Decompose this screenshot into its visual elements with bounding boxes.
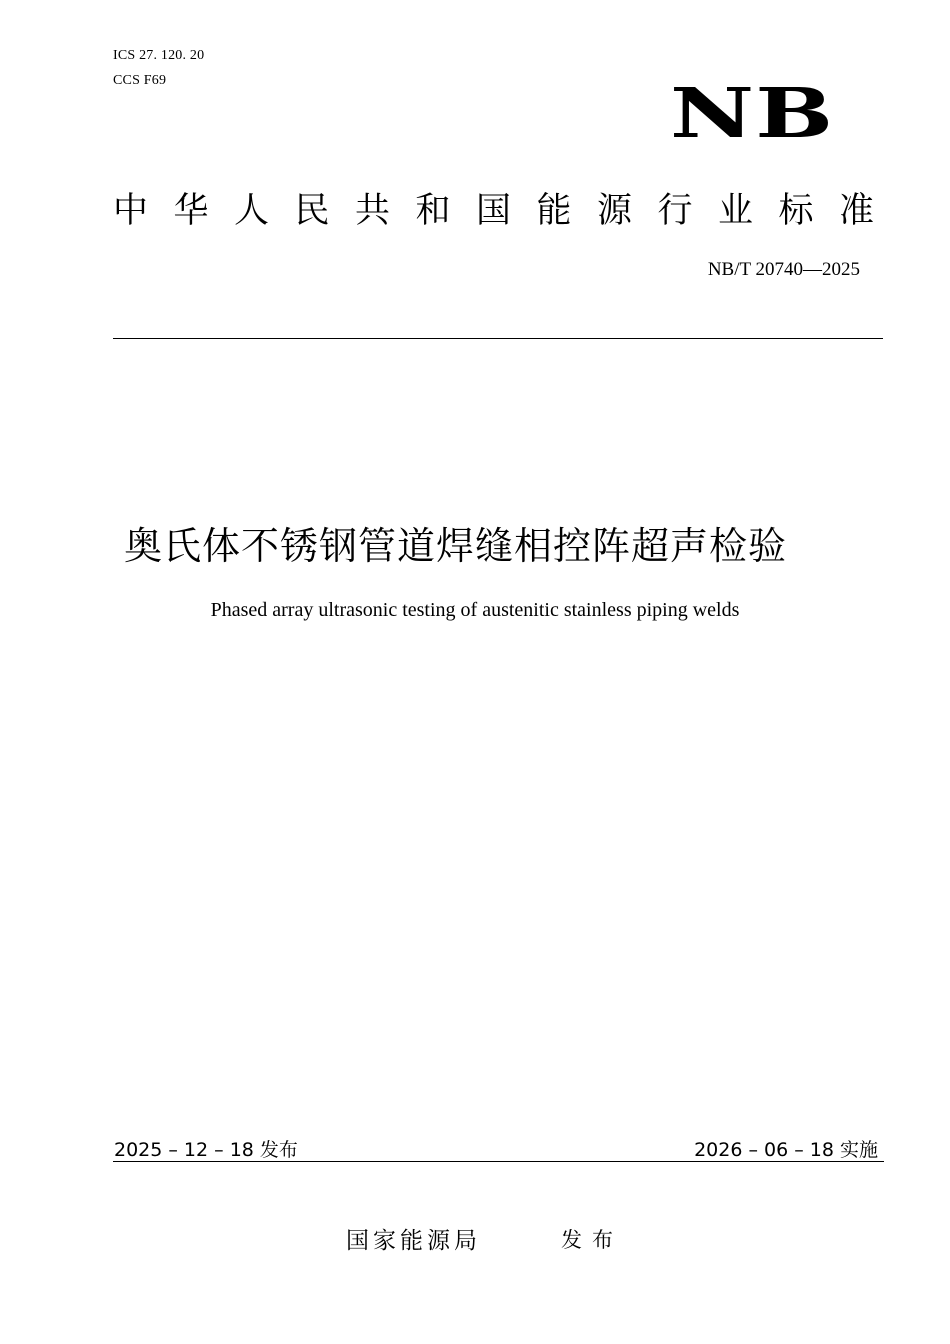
standard-category: 中华人民共和国能源行业标准 <box>113 191 900 231</box>
document-title-english: Phased array ultrasonic testing of austenitic stainless piping welds <box>210 599 740 621</box>
nb-logo: NB <box>669 73 834 154</box>
header-divider <box>113 338 883 339</box>
issue-date: 2025 – 12 – 18 发布 <box>114 1139 298 1161</box>
publish-label: 发布 <box>561 1228 623 1252</box>
implementation-date: 2026 – 06 – 18 实施 <box>694 1139 878 1161</box>
issuing-authority: 国家能源局 <box>346 1228 481 1254</box>
standard-number: NB/T 20740—2025 <box>707 259 860 280</box>
ics-code: ICS 27. 120. 20 <box>113 48 205 63</box>
footer-divider <box>113 1161 884 1162</box>
document-title-chinese: 奥氏体不锈钢管道焊缝相控阵超声检验 <box>124 524 788 568</box>
ccs-code: CCS F69 <box>113 73 167 88</box>
